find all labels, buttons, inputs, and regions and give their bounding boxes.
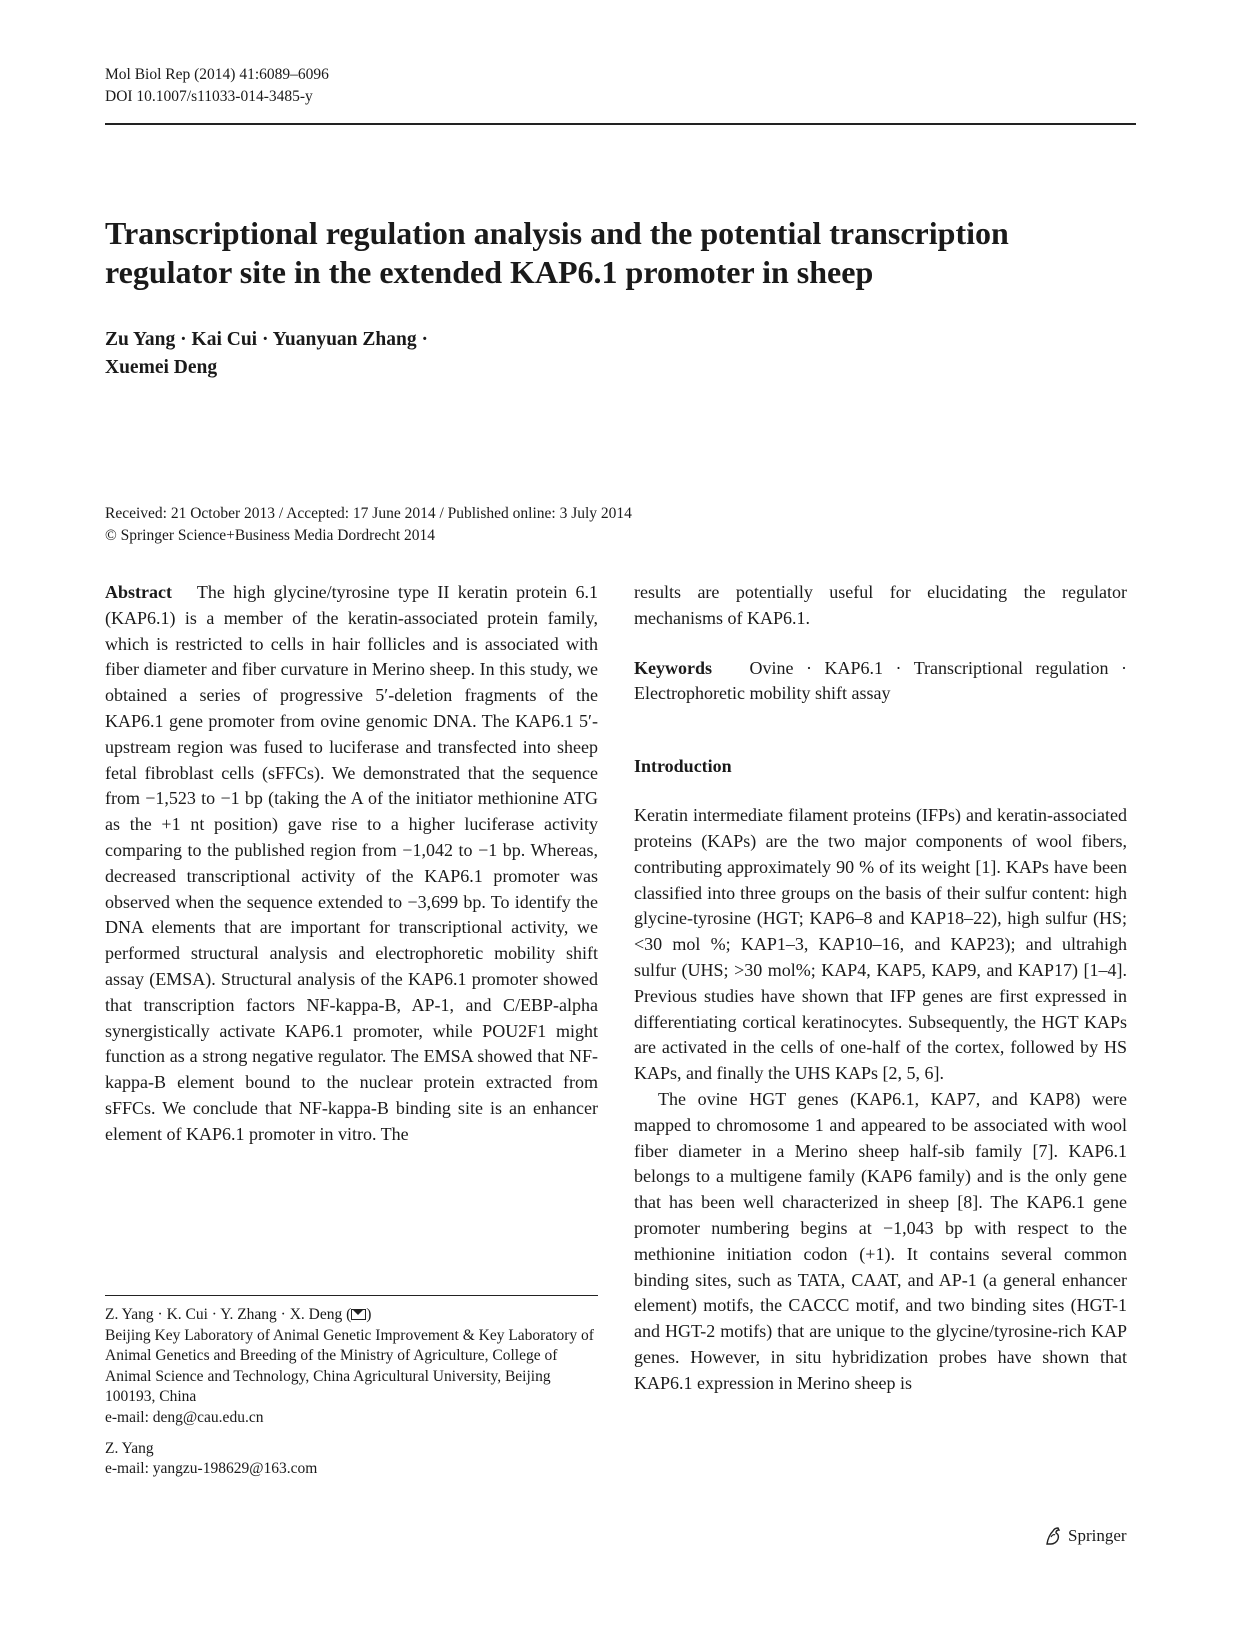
footnote-authors-line: Z. Yang · K. Cui · Y. Zhang · X. Deng ( ) <box>105 1306 372 1323</box>
title-line-1: Transcriptional regulation analysis and the potential transcription <box>105 215 1009 251</box>
author-footnote <box>105 1305 598 1480</box>
introduction-heading: Introduction <box>634 756 732 777</box>
left-column <box>105 580 598 1148</box>
footnote-authors: Z. Yang · K. Cui · Y. Zhang · X. Deng <box>105 1306 343 1323</box>
keywords-label: Keywords <box>634 657 712 678</box>
springer-horse-icon <box>1042 1525 1064 1547</box>
abstract-label: Abstract <box>105 582 172 602</box>
introduction-paragraph-1: Keratin intermediate filament proteins (IFPs) and keratin-associated proteins (KAPs) are the two major components of wool fibers, contributing approximately 90 % of its weight [1]. KAPs have been classified into three groups on the basis of their sulfur content: high glycine-tyrosine (HGT; KAP6–8 and KAP18–22), high sulfur (HS; <30 mol %; KAP1–3, KAP10–16, and KAP23); and ultrahigh sulfur (UHS; >30 mol%; KAP4, KAP5, KAP9, and KAP17) [1–4]. Previous studies have shown that IFP genes are first expressed in differentiating cortical keratinocytes. Subsequently, the HGT KAPs are activated in the cells of one-half of the cortex, followed by HS KAPs, and finally the UHS KAPs [2, 5, 6]. <box>634 805 1127 1084</box>
keywords <box>634 656 1127 708</box>
abstract <box>105 580 598 1148</box>
footnote-email-2[interactable]: e-mail: yangzu-198629@163.com <box>105 1460 318 1478</box>
abstract-continuation: results are potentially useful for elucidating the regulator mechanisms of KAP6.1. <box>634 582 1127 628</box>
title-line-2: regulator site in the extended KAP6.1 promoter in sheep <box>105 254 874 290</box>
doi-line[interactable]: DOI 10.1007/s11033-014-3485-y <box>105 88 313 105</box>
author-list <box>105 326 428 382</box>
authors-line-2: Xuemei Deng <box>105 357 218 378</box>
journal-volume-line: Mol Biol Rep (2014) 41:6089–6096 <box>105 66 329 83</box>
footnote-rule <box>105 1295 598 1296</box>
right-column <box>634 580 1127 1397</box>
dates-line: Received: 21 October 2013 / Accepted: 17 June 2014 / Published online: 3 July 2014 <box>105 505 632 522</box>
footnote-email-1[interactable]: e-mail: deng@cau.edu.cn <box>105 1408 264 1426</box>
article-title <box>105 214 1136 292</box>
publisher-logo <box>1042 1525 1127 1547</box>
footnote-name-2: Z. Yang <box>105 1439 154 1457</box>
introduction-paragraph-2: The ovine HGT genes (KAP6.1, KAP7, and KAP8) were mapped to chromosome 1 and appeared to be associated with wool fiber diameter in a Merino sheep half-sib family [7]. KAP6.1 belongs to a multigene family (KAP6 family) and is the only gene that has been well characterized in sheep [8]. The KAP6.1 gene promoter numbering begins at −1,043 bp with respect to the methionine initiation codon (+1). It contains several common binding sites, such as TATA, CAAT, and AP-1 (a general enhancer element) motifs, the CACCC motif, and two binding sites (HGT-1 and HGT-2 motifs) that are unique to the glycine/tyrosine-rich KAP genes. However, in situ hybridization probes have shown that KAP6.1 expression in Merino sheep is <box>634 1088 1127 1393</box>
journal-citation <box>105 64 329 108</box>
abstract-text: The high glycine/tyrosine type II keratin protein 6.1 (KAP6.1) is a member of the keratin-associated protein family, which is restricted to cells in hair follicles and is associated with fiber diameter and fiber curvature in Merino sheep. In this study, we obtained a series of progressive 5′-deletion fragments of the KAP6.1 gene promoter from ovine genomic DNA. The KAP6.1 5′-upstream region was fused to luciferase and transfected into sheep fetal fibroblast cells (sFFCs). We demonstrated that the sequence from −1,523 to −1 bp (taking the A of the initiator methionine ATG as the +1 nt position) gave rise to a higher luciferase activity comparing to the published region from −1,042 to −1 bp. Whereas, decreased transcriptional activity of the KAP6.1 promoter was observed when the sequence extended to −3,699 bp. To identify the DNA elements that are important for transcriptional activity, we performed structural analysis and electrophoretic mobility shift assay (EMSA). Structural analysis of the KAP6.1 promoter showed that transcription factors NF-kappa-B, AP-1, and C/EBP-alpha synergistically activate KAP6.1 promoter, while POU2F1 might function as a strong negative regulator. The EMSA showed that NF-kappa-B element bound to the nuclear protein extracted from sFFCs. We conclude that NF-kappa-B binding site is an enhancer element of KAP6.1 promoter in vitro. The <box>105 582 598 1144</box>
header-rule <box>105 123 1136 125</box>
publisher-name: Springer <box>1068 1526 1127 1545</box>
footnote-affiliation: Beijing Key Laboratory of Animal Genetic Improvement & Key Laboratory of Animal Genetics and Breeding of the Ministry of Agriculture, College of Animal Science and Technology, China Agricultural University, Beijing 100193, China <box>105 1326 594 1406</box>
publication-dates <box>105 503 1136 547</box>
authors-line-1: Zu Yang · Kai Cui · Yuanyuan Zhang · <box>105 329 428 350</box>
copyright-line: © Springer Science+Business Media Dordrecht 2014 <box>105 527 436 544</box>
keywords-text: Ovine · KAP6.1 · Transcriptional regulation · Electrophoretic mobility shift assay <box>634 657 1127 704</box>
envelope-icon <box>351 1309 366 1320</box>
